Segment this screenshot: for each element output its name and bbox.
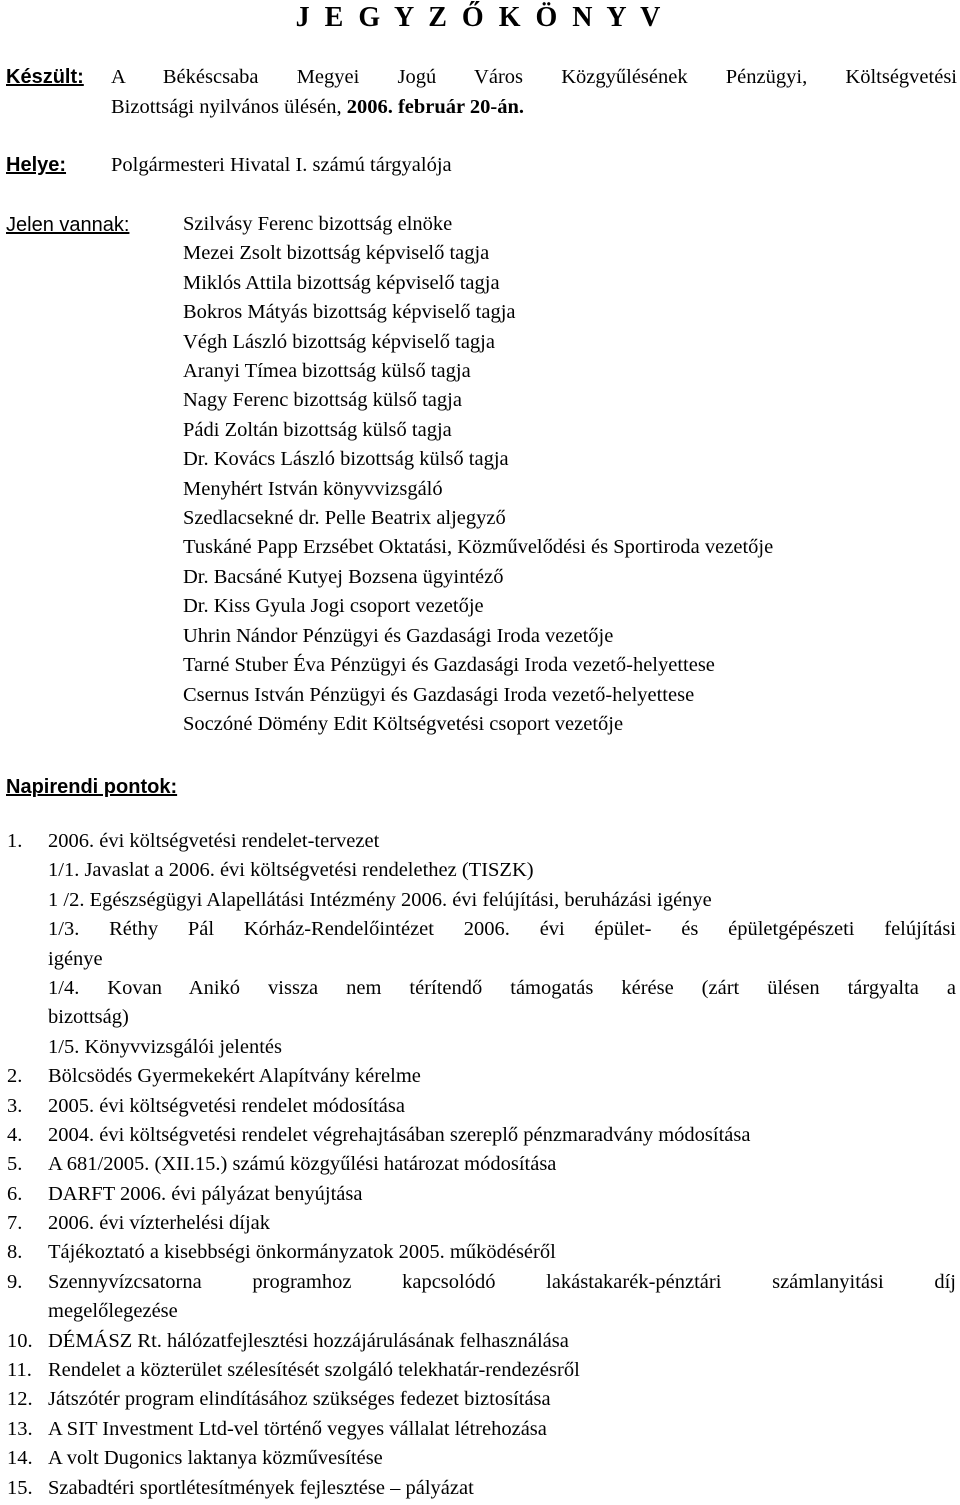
agenda-subitem [0,974,960,1003]
agenda-item-number: 14. [7,1447,33,1470]
attendee-list [183,210,773,739]
agenda-remaining-items [0,1062,960,1503]
agenda-subitem-text: 1/3. Réthy Pál Kórház-Rendelőintézet 2006. évi épület- és épületgépészeti felújítási [48,918,956,941]
attendee-item: Szilvásy Ferenc bizottság elnöke [183,213,453,235]
agenda-item [0,1356,960,1385]
agenda-item [0,827,960,856]
agenda-item [0,1238,960,1267]
agenda-item-text: 2006. évi költségvetési rendelet-tervezet [48,830,380,852]
attendee-item: Tarné Stuber Éva Pénzügyi és Gazdasági Iroda vezető-helyettese [183,654,715,677]
agenda-item-number: 15. [7,1476,33,1499]
attendee-item: Menyhért István könyvvizsgáló [183,477,443,500]
agenda-item-text: A 681/2005. (XII.15.) számú közgyűlési határozat módosítása [48,1153,557,1176]
agenda-item-text: Szabadtéri sportlétesítmények fejlesztése – pályázat [48,1476,474,1499]
agenda-subitem [0,915,960,944]
attendee-item: Aranyi Tímea bizottság külső tagja [183,360,471,383]
attendee-item: Mezei Zsolt bizottság képviselő tagja [183,242,490,265]
agenda-subitem [0,856,960,885]
jelen-vannak-label: Jelen vannak: [6,214,130,236]
agenda-list [0,827,960,1503]
agenda-subitem-text: bizottság) [48,1006,129,1029]
agenda-subitem-text: 1/5. Könyvvizsgálói jelentés [48,1035,282,1058]
agenda-item-continuation [0,1297,960,1326]
agenda-item [0,1415,960,1444]
attendee-item: Uhrin Nándor Pénzügyi és Gazdasági Iroda vezetője [183,624,614,647]
helye-value: Polgármesteri Hivatal I. számú tárgyalója [111,154,452,176]
attendee-item: Bokros Mátyás bizottság képviselő tagja [183,301,516,324]
agenda-item [0,1121,960,1150]
agenda-item-number: 11. [7,1359,32,1382]
agenda-item-number: 13. [7,1417,33,1440]
agenda-item-text: Rendelet a közterület szélesítését szolgáló telekhatár-rendezésről [48,1359,580,1382]
agenda-subitem [0,886,960,915]
agenda-item [0,1062,960,1091]
document-title: J E G Y Z Ő K Ö N Y V [295,2,665,33]
agenda-item-text: 2006. évi vízterhelési díjak [48,1212,271,1235]
agenda-subitem-text: 1/4. Kovan Anikó vissza nem térítendő támogatás kérése (zárt ülésen tárgyalta a [48,976,956,999]
keszult-line2-prefix: Bizottsági nyilvános ülésén, [111,96,347,118]
agenda-item-number: 9. [7,1270,23,1293]
agenda-item-text: Tájékoztató a kisebbségi önkormányzatok 2005. működéséről [48,1241,556,1264]
agenda-item [0,1092,960,1121]
agenda-item-text: A SIT Investment Ltd-vel történő vegyes vállalat létrehozása [48,1417,547,1440]
agenda-item-text: Bölcsödés Gyermekekért Alapítvány kérelme [48,1065,421,1088]
napirendi-label: Napirendi pontok: [6,776,178,798]
attendee-item: Pádi Zoltán bizottság külső tagja [183,418,452,441]
attendee-item: Dr. Kovács László bizottság külső tagja [183,448,509,471]
agenda-item-text: DARFT 2006. évi pályázat benyújtása [48,1182,363,1205]
attendee-item: Csernus István Pénzügyi és Gazdasági Iroda vezető-helyettese [183,683,695,706]
agenda-item [0,1474,960,1503]
agenda-item-number: 10. [7,1329,33,1352]
attendee-item: Végh László bizottság képviselő tagja [183,330,495,353]
helye-label: Helye: [6,154,67,176]
agenda-item-text: megelőlegezése [48,1300,178,1323]
agenda-item-number: 2. [7,1065,23,1088]
agenda-subitem-continuation [0,945,960,974]
agenda-item-text: Játszótér program elindításához szükséges fedezet biztosítása [48,1388,551,1411]
agenda-item [0,1444,960,1473]
agenda-item-number: 12. [7,1388,33,1411]
agenda-item-number: 7. [7,1212,23,1235]
attendee-item: Tuskáné Papp Erzsébet Oktatási, Közművelődési és Sportiroda vezetője [183,536,774,559]
agenda-item [0,1268,960,1297]
agenda-item-number: 6. [7,1182,23,1205]
keszult-date: 2006. február 20-án. [346,96,525,118]
agenda-subitem-text: 1 /2. Egészségügyi Alapellátási Intézmény 2006. évi felújítási, beruházási igénye [48,888,712,911]
keszult-text-line2 [111,92,524,122]
agenda-item [0,1209,960,1238]
agenda-subitem-text: 1/1. Javaslat a 2006. évi költségvetési rendelethez (TISZK) [48,859,534,882]
agenda-item [0,1327,960,1356]
keszult-label: Készült: [6,66,84,88]
agenda-item-text: Szennyvízcsatorna programhoz kapcsolódó lakástakarék-pénztári számlanyitási díj [48,1270,956,1293]
agenda-subitem [0,1033,960,1062]
agenda-subitem-text: igénye [48,947,103,970]
agenda-subitem-continuation [0,1003,960,1032]
agenda-item-number: 5. [7,1153,23,1176]
agenda-item-number: 8. [7,1241,23,1264]
agenda-item [0,1385,960,1414]
attendee-item: Soczóné Dömény Edit Költségvetési csoport vezetője [183,712,624,735]
attendee-item: Szedlacsekné dr. Pelle Beatrix aljegyző [183,507,506,530]
agenda-item-text: DÉMÁSZ Rt. hálózatfejlesztési hozzájárulásának felhasználása [48,1329,569,1352]
agenda-item-number: 4. [7,1123,23,1146]
agenda-item-text: 2005. évi költségvetési rendelet módosítása [48,1094,405,1117]
keszult-text-line1: A Békéscsaba Megyei Jogú Város Közgyűlésének Pénzügyi, Költségvetési [111,66,957,88]
agenda-item-number: 1. [7,830,23,852]
agenda-item [0,1150,960,1179]
agenda-item-number: 3. [7,1094,23,1117]
attendee-item: Dr. Bacsáné Kutyej Bozsena ügyintéző [183,565,504,588]
agenda-item [0,1180,960,1209]
attendee-item: Nagy Ferenc bizottság külső tagja [183,389,462,412]
agenda-item-text: 2004. évi költségvetési rendelet végrehajtásában szereplő pénzmaradvány módosítása [48,1123,751,1146]
attendee-item: Dr. Kiss Gyula Jogi csoport vezetője [183,595,484,618]
agenda-item-text: A volt Dugonics laktanya közművesítése [48,1447,383,1470]
attendee-item: Miklós Attila bizottság képviselő tagja [183,271,500,294]
